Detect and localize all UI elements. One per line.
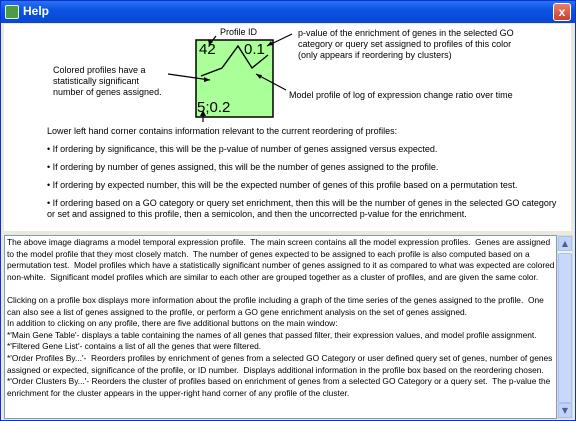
title-bar[interactable] — [1, 1, 575, 23]
help-text-area[interactable] — [4, 235, 557, 419]
profile-id-label: Profile ID — [220, 27, 258, 37]
top-right-value: 0.1 — [244, 41, 265, 58]
pvalue-label: p-value of the enrichment of genes in the selected GO category or query set assigned to profiles of this color (only appears if reordering by clusters) — [298, 28, 514, 60]
description-bullet: • If ordering by number of genes assigned, this will be the number of genes assigned to the profile. — [47, 162, 439, 172]
top-left-value: 42 — [199, 41, 216, 58]
help-text: The above image diagrams a model temporal expression profile. The main screen contains all the model expression profiles. Genes are assigned to the model profile that they most closely match. The number of genes expected to be assigned to each profile is also computed based on a permutation test. Model profiles which have a statistically significant number of genes assigned to it as compared to what was expected are colored non-white. Significant model profiles which are similar to each other are grouped together as a cluster of profiles, and are given the same color. Clicking on a profile box displays more information about the profile including a graph of the time series of the genes assigned to the profile. One can also see a list of genes assigned to the profile, or perform a GO gene enrichment analysis on the set of genes assigned. In addition to clicking on any profile, there are five additional buttons on the main window: *'Main Gene Table'- displays a table containing the names of all genes that passed filter, their expression values, and model profile assignment. *'Filtered Gene List'- contains a list of all the genes that were filtered. *'Order Profiles By...'- Reorders profiles by enrichment of genes from a selected GO Category or user defined query set of genes, number of genes assigned or expected, significance of the profile, or ID number. Displays additional information in the profile box based on the reordering chosen. *'Order Clusters By...'- Reorders the cluster of profiles based on enrichment of genes from a selected GO Category or a query set. The p-value the enrichment for the cluster appears in the upper-right hand corner of any profile of the cluster. — [7, 237, 555, 398]
arrow-down-icon: ▼ — [561, 406, 569, 415]
profile-description — [47, 126, 562, 227]
window-title: Help — [23, 4, 50, 18]
scroll-thumb[interactable] — [558, 253, 572, 403]
scroll-down-button[interactable] — [558, 403, 572, 418]
arrow-up-icon: ▲ — [561, 239, 569, 248]
description-bullet: • If ordering by expected number, this will be the expected number of genes of this profile based on a permutation test. — [47, 180, 518, 190]
description-intro: Lower left hand corner contains information relevant to the current reordering of profiles: — [47, 126, 398, 136]
diagram-panel — [4, 24, 571, 231]
description-bullet: • If ordering by significance, this will be the p-value of number of genes assigned versus expected. — [47, 144, 438, 154]
bottom-left-value: 5;0.2 — [197, 99, 231, 116]
description-bullet: • If ordering based on a GO category or query set enrichment, then this will be the number of genes in the selected GO category or set and assigned to this profile, then a semicolon, and then the uncorrected p-value for the enrichment. — [47, 198, 557, 219]
vertical-scrollbar[interactable] — [557, 235, 573, 419]
scroll-up-button[interactable] — [558, 236, 572, 251]
close-button[interactable]: x — [553, 3, 571, 21]
app-icon — [5, 5, 19, 19]
colored-profiles-label: Colored profiles have a statistically significant number of genes assigned. — [53, 65, 162, 97]
model-profile-label: Model profile of log of expression change ratio over time — [289, 90, 513, 100]
